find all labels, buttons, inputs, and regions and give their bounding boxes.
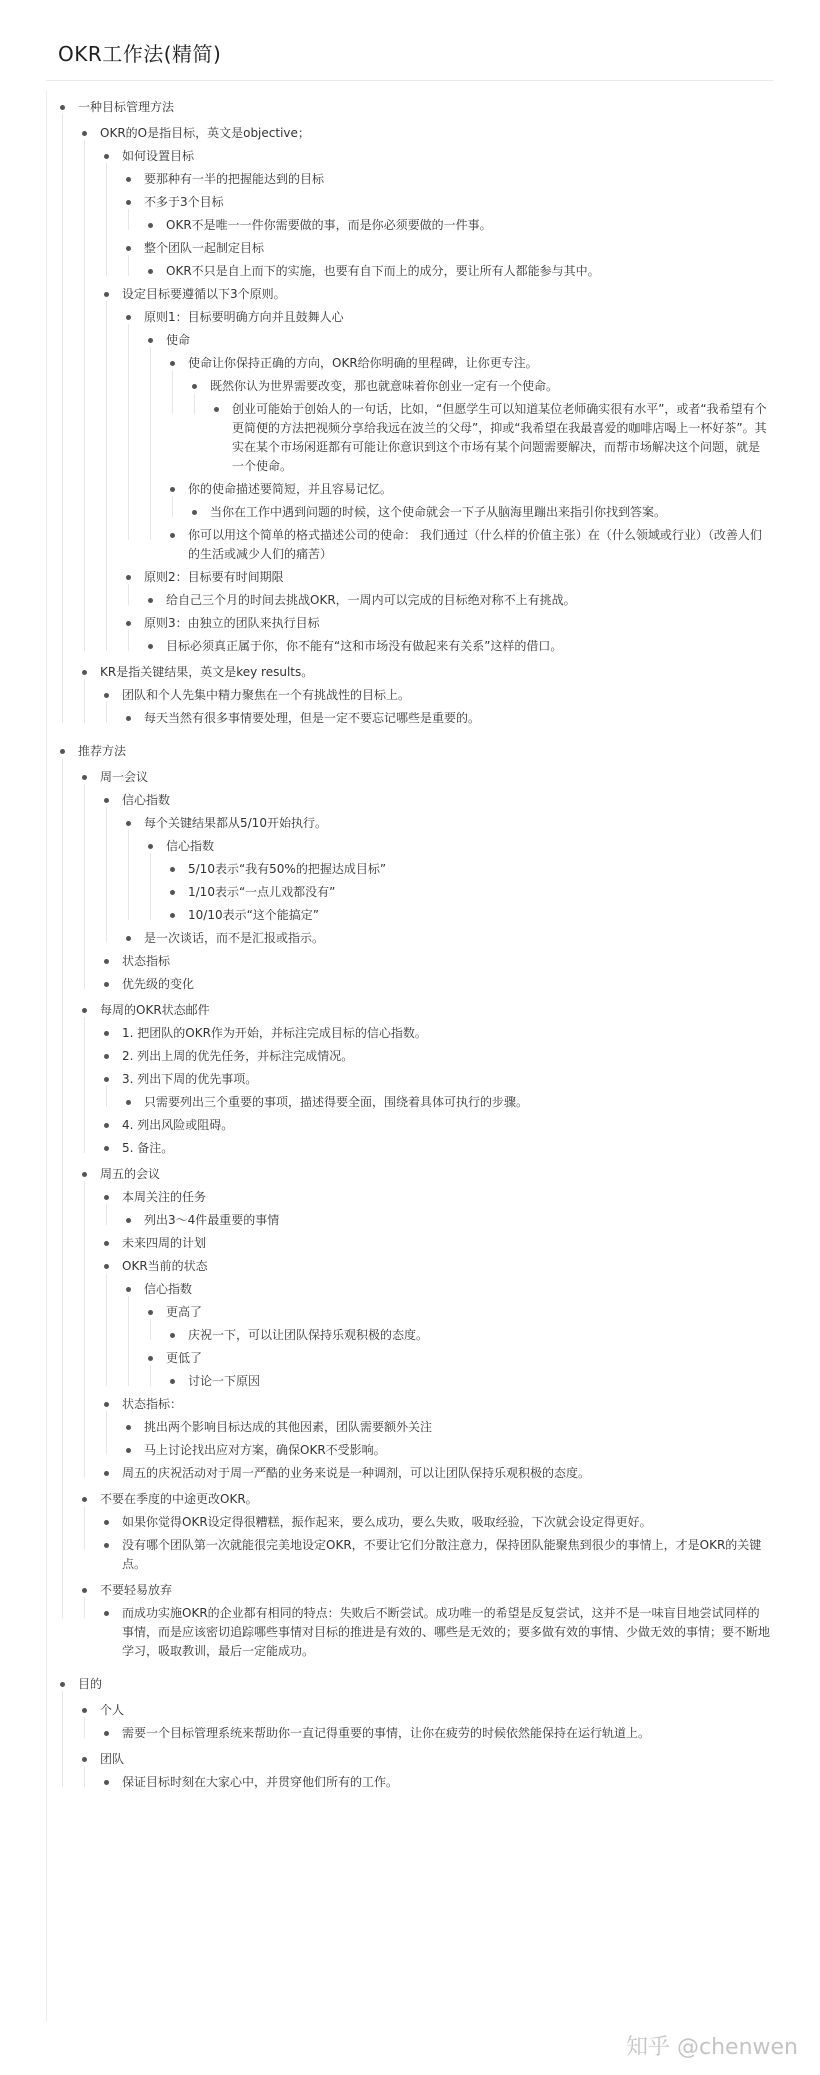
bullet-dot [104,1264,109,1269]
bullet-dot [148,338,153,343]
outline-item: 周五的会议 [100,1167,161,1181]
outline-item: 原则1：目标要明确方向并且鼓舞人心 [144,310,344,324]
outline-item: 10/10表示“这个能搞定” [188,908,320,922]
outline-item: 推荐方法 [78,744,127,758]
outline-item: 2. 列出上周的优先任务，并标注完成情况。 [122,1049,354,1063]
outline-item: 信心指数 [166,839,215,853]
bullet-dot [60,105,65,110]
bullet-dot [82,131,87,136]
bullet-dot [170,533,175,538]
outline-item: 不多于3个目标 [144,195,224,209]
title-divider [46,80,774,81]
page-title: OKR工作法(精简) [58,42,222,66]
indent-guide [84,140,85,651]
outline-item: 挑出两个影响目标达成的其他因素，团队需要额外关注 [144,1420,433,1434]
bullet-dot [126,1425,131,1430]
outline-item: 团队和个人先集中精力聚焦在一个有挑战性的目标上。 [122,688,411,702]
indent-guide [150,853,151,920]
indent-guide [128,1296,129,1386]
indent-guide [62,114,63,723]
indent-guide [128,255,129,276]
bullet-dot [104,1123,109,1128]
outline-item: 而成功实施OKR的企业都有相同的特点：失败后不断尝试。成功唯一的希望是反复尝试，这并不是一味盲目地尝试同样的事情，而是应该密切追踪哪些事情对目标的推进是有效的、哪些是无效的；要多做有效的事情、少做无效的事情；要不断地学习，吸取教训，最后一定能成功。 [122,1606,771,1658]
outline-item: 5/10表示“我有50%的把握达成目标” [188,862,387,876]
bullet-dot [126,315,131,320]
bullet-dot [126,621,131,626]
bullet-dot [104,1543,109,1548]
outline-item: 没有哪个团队第一次就能很完美地设定OKR，不要让它们分散注意力，保持团队能聚焦到很少的事情上，才是OKR的关键点。 [122,1538,762,1571]
bullet-dot [126,200,131,205]
indent-guide [84,679,85,723]
bullet-dot [104,1077,109,1082]
bullet-dot [104,1195,109,1200]
outline-item: 每天当然有很多事情要处理，但是一定不要忘记哪些是重要的。 [144,711,481,725]
indent-guide [150,347,151,540]
bullet-dot [60,749,65,754]
bullet-dot [82,1008,87,1013]
bullet-dot [192,384,197,389]
bullet-dot [104,959,109,964]
indent-guide [84,1766,85,1787]
indent-guide [106,1273,107,1386]
bullet-dot [82,775,87,780]
bullet-dot [170,890,175,895]
bullet-dot [104,1054,109,1059]
indent-guide [84,1717,85,1738]
bullet-dot [148,1356,153,1361]
outline-item: 是一次谈话，而不是汇报或指示。 [144,931,325,945]
outline-item: KR是指关键结果，英文是key results。 [100,665,314,679]
outline-item: 未来四周的计划 [122,1236,207,1250]
outline-item: 3. 列出下周的优先事项。 [122,1072,258,1086]
outline-item: 4. 列出风险或阻碍。 [122,1118,234,1132]
outline-item: 整个团队一起制定目标 [144,241,265,255]
outline-item: OKR不只是自上而下的实施，也要有自下而上的成分，要让所有人都能参与其中。 [166,264,600,278]
bullet-dot [192,510,197,515]
indent-guide [128,830,129,920]
outline-item: 不要轻易放弃 [100,1583,173,1597]
bullet-dot [82,1172,87,1177]
indent-guide [128,630,129,651]
bullet-dot [126,246,131,251]
outline-item: 原则3：由独立的团队来执行目标 [144,616,320,630]
outline-item: 状态指标 [122,954,171,968]
indent-guide [106,1411,107,1455]
outline-item: 你可以用这个简单的格式描述公司的使命： 我们通过（什么样的价值主张）在（什么领域或行业）（改善人们的生活或减少人们的痛苦） [188,528,762,561]
outline-item: OKR的O是指目标，英文是objective； [100,126,310,140]
outline-item: 一种目标管理方法 [78,100,175,114]
bullet-dot [104,982,109,987]
outline-item: 保证目标时刻在大家心中，并贯穿他们所有的工作。 [122,1775,399,1789]
bullet-dot [126,936,131,941]
bullet-dot [126,716,131,721]
bullet-dot [170,1333,175,1338]
outline-item: 既然你认为世界需要改变，那也就意味着你创业一定有一个使命。 [210,379,559,393]
indent-guide [128,324,129,540]
outline-item: 周一会议 [100,770,149,784]
bullet-dot [82,1497,87,1502]
indent-guide [62,1691,63,1787]
outline-item: 更高了 [166,1305,203,1319]
outline-item: OKR不是唯一一件你需要做的事，而是你必须要做的一件事。 [166,218,492,232]
bullet-dot [170,913,175,918]
outline-item: 状态指标： [122,1397,183,1411]
bullet-dot [104,1146,109,1151]
bullet-dot [170,487,175,492]
outline-item: 要那种有一半的把握能达到的目标 [144,172,325,186]
outline-item: 原则2：目标要有时间期限 [144,570,284,584]
outline-item: 目标必须真正属于你，你不能有“这和市场没有做起来有关系”这样的借口。 [166,639,563,653]
indent-guide [172,496,173,517]
outline-item: 给自己三个月的时间去挑战OKR，一周内可以完成的目标绝对称不上有挑战。 [166,593,576,607]
outline-item: 使命让你保持正确的方向，OKR给你明确的里程碑，让你更专注。 [188,356,538,370]
bullet-dot [148,598,153,603]
bullet-dot [148,1310,153,1315]
bullet-dot [82,1708,87,1713]
outline-item: 使命 [166,333,191,347]
bullet-dot [104,1402,109,1407]
outline-item: 个人 [100,1703,125,1717]
bullet-dot [170,1379,175,1384]
indent-guide [106,301,107,651]
bullet-dot [104,1031,109,1036]
bullet-dot [104,1520,109,1525]
bullet-dot [126,1218,131,1223]
outline-item: 团队 [100,1752,125,1766]
outline-item: 5. 备注。 [122,1141,174,1155]
indent-guide [62,758,63,1618]
bullet-dot [148,223,153,228]
indent-guide [84,784,85,989]
bullet-dot [126,177,131,182]
bullet-dot [82,1757,87,1762]
bullet-dot [126,575,131,580]
bullet-dot [104,292,109,297]
indent-guide [84,1017,85,1153]
outline-item: 每周的OKR状态邮件 [100,1003,210,1017]
outline-item: 列出3～4件最重要的事情 [144,1213,280,1227]
watermark: 知乎 @chenwen [626,2035,798,2060]
bullet-dot [104,1731,109,1736]
bullet-dot [60,1682,65,1687]
bullet-dot [170,867,175,872]
outline-item: 马上讨论找出应对方案，确保OKR不受影响。 [144,1443,386,1457]
outline-item: 1. 把团队的OKR作为开始，并标注完成目标的信心指数。 [122,1026,427,1040]
indent-guide [106,163,107,276]
outline-item: 讨论一下原因 [188,1374,261,1388]
bullet-dot [148,269,153,274]
outline-item: 只需要列出三个重要的事项，描述得要全面，围绕着具体可执行的步骤。 [144,1095,529,1109]
outline-item: 周五的庆祝活动对于周一严酷的业务来说是一种调剂，可以让团队保持乐观积极的态度。 [122,1466,591,1480]
indent-guide [150,1319,151,1340]
bullet-dot [126,1287,131,1292]
indent-guide [106,1204,107,1225]
indent-guide [106,702,107,723]
outline-item: 更低了 [166,1351,203,1365]
indent-guide [172,370,173,414]
indent-guide [106,807,107,943]
bullet-dot [82,670,87,675]
bullet-dot [126,821,131,826]
outline-item: 设定目标要遵循以下3个原则。 [122,287,286,301]
outline-item: 如果你觉得OKR设定得很糟糕，振作起来，要么成功，要么失败，吸取经验，下次就会设定得更好。 [122,1515,652,1529]
indent-guide [128,209,129,230]
bullet-dot [148,644,153,649]
bullet-dot [104,1471,109,1476]
bullet-dot [126,1100,131,1105]
indent-guide [150,1365,151,1386]
outline-item: 本周关注的任务 [122,1190,207,1204]
indent-guide [84,1597,85,1618]
outline-item: 你的使命描述要简短，并且容易记忆。 [188,482,393,496]
outline-item: OKR当前的状态 [122,1259,208,1273]
outline-item: 目的 [78,1677,103,1691]
outline-item: 不要在季度的中途更改OKR。 [100,1492,258,1506]
outline-item: 如何设置目标 [122,149,195,163]
bullet-dot [104,798,109,803]
bullet-dot [104,1611,109,1616]
indent-guide [84,1506,85,1550]
indent-guide [128,584,129,605]
outline-item: 庆祝一下，可以让团队保持乐观积极的态度。 [188,1328,429,1342]
indent-guide [106,1086,107,1107]
bullet-dot [148,844,153,849]
outline-item: 信心指数 [144,1282,193,1296]
bullet-dot [126,1448,131,1453]
outline-item: 创业可能始于创始人的一句话，比如，“但愿学生可以知道某位老师确实很有水平”，或者“我希望有个更简便的方法把视频分享给我远在波兰的父母”，抑或“我希望在我最喜爱的咖啡店喝上一杯好茶”。其实在某个市场闲逛都有可能让你意识到这个市场有某个问题需要解决，而帮市场解决这个问题，就是一个使命。 [232,402,767,473]
indent-guide [84,1181,85,1478]
bullet-dot [104,693,109,698]
outline-item: 1/10表示“一点儿戏都没有” [188,885,336,899]
indent-guide [194,393,195,414]
outline-item: 当你在工作中遇到问题的时候，这个使命就会一下子从脑海里蹦出来指引你找到答案。 [210,505,667,519]
bullet-dot [104,154,109,159]
outline-item: 需要一个目标管理系统来帮助你一直记得重要的事情，让你在疲劳的时候依然能保持在运行轨道上。 [122,1726,651,1740]
bullet-dot [214,407,219,412]
bullet-dot [82,1588,87,1593]
bullet-dot [104,1241,109,1246]
bullet-dot [104,1780,109,1785]
outline-item: 优先级的变化 [122,977,195,991]
bullet-dot [170,361,175,366]
outline-item: 每个关键结果都从5/10开始执行。 [144,816,327,830]
outline-item: 信心指数 [122,793,171,807]
